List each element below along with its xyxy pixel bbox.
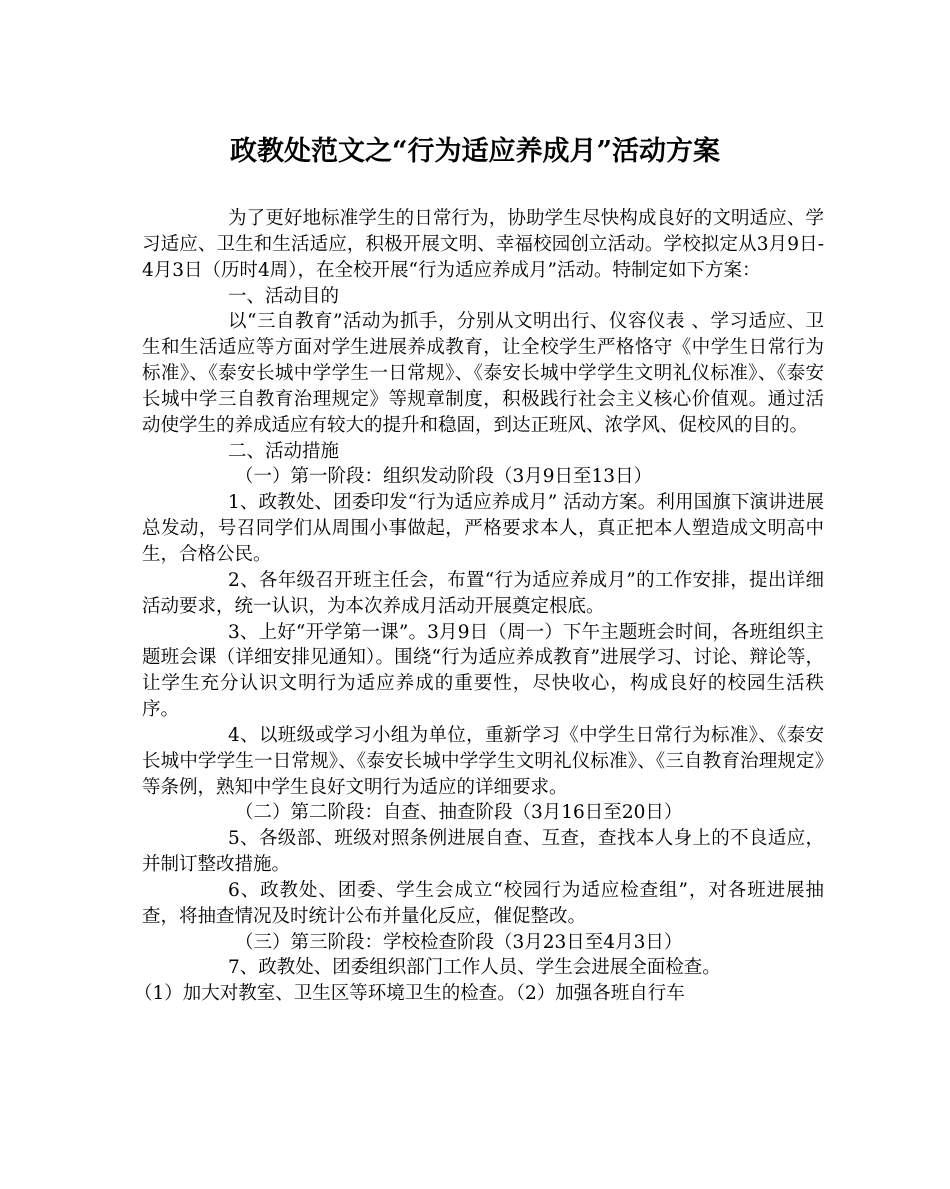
paragraph: （1）加大对教室、卫生区等环境卫生的检查。（2）加强各班自行车	[134, 983, 685, 1005]
paragraph: 一、活动目的	[228, 285, 340, 307]
paragraph: 为了更好地标准学生的日常行为，协助学生尽快构成良好的文明适应、学习适应、卫生和生活适应，积极开展文明、幸福校园创立活动。学校拟定从3月9日-4月3日（历时4周），在全校开展“行为适应养成月”活动。特制定如下方案：	[142, 208, 824, 281]
paragraph: 3、上好“开学第一课”。3月9日（周一）下午主题班会时间，各班组织主题班会课（详细安排见通知）。围绕“行为适应养成教育”进展学习、讨论、辩论等，让学生充分认识文明行为适应养成的重要性，尽快收心，构成良好的校园生活秩序。	[142, 621, 824, 721]
paragraph: 1、政教处、团委印发“行为适应养成月” 活动方案。利用国旗下演讲进展总发动，号召同学们从周围小事做起，严格要求本人，真正把本人塑造成文明高中生，合格公民。	[142, 492, 824, 565]
paragraph: 以“三自教育”活动为抓手，分别从文明出行、仪容仪表 、学习适应、卫生和生活适应等方面对学生进展养成教育，让全校学生严格恪守《中学生日常行为标准》、《泰安长城中学学生一日常规》、《泰安长城中学学生文明礼仪标准》、《泰安长城中学三自教育治理规定》等规章制度，积极践行社会主义核心价值观。通过活动使学生的养成适应有较大的提升和稳固，到达正班风、浓学风、促校风的目的。	[142, 311, 824, 436]
paragraph: （一）第一阶段：组织发动阶段（3月9日至13日）	[235, 466, 653, 488]
paragraph: 6、政教处、团委、学生会成立“校园行为适应检查组”，对各班进展抽查，将抽查情况及时统计公布并量化反应，催促整改。	[142, 879, 824, 927]
document-title: 政教处范文之“行为适应养成月”活动方案	[229, 136, 721, 167]
paragraph: （二）第二阶段：自查、抽查阶段（3月16日至20日）	[235, 802, 683, 824]
paragraph: 二、活动措施	[228, 440, 340, 462]
paragraph: （三）第三阶段：学校检查阶段（3月23日至4月3日）	[235, 931, 683, 953]
paragraph: 2、各年级召开班主任会，布置“行为适应养成月”的工作安排，提出详细活动要求，统一认识，为本次养成月活动开展奠定根底。	[142, 569, 824, 617]
paragraph: 7、政教处、团委组织部门工作人员、学生会进展全面检查。	[228, 957, 721, 979]
document-body	[134, 206, 824, 1007]
paragraph: 4、以班级或学习小组为单位，重新学习《中学生日常行为标准》、《泰安长城中学学生一日常规》、《泰安长城中学学生文明礼仪标准》、《三自教育治理规定》等条例，熟知中学生良好文明行为适应的详细要求。	[142, 724, 824, 798]
paragraph: 5、各级部、班级对照条例进展自查、互查，查找本人身上的不良适应，并制订整改措施。	[142, 828, 824, 876]
